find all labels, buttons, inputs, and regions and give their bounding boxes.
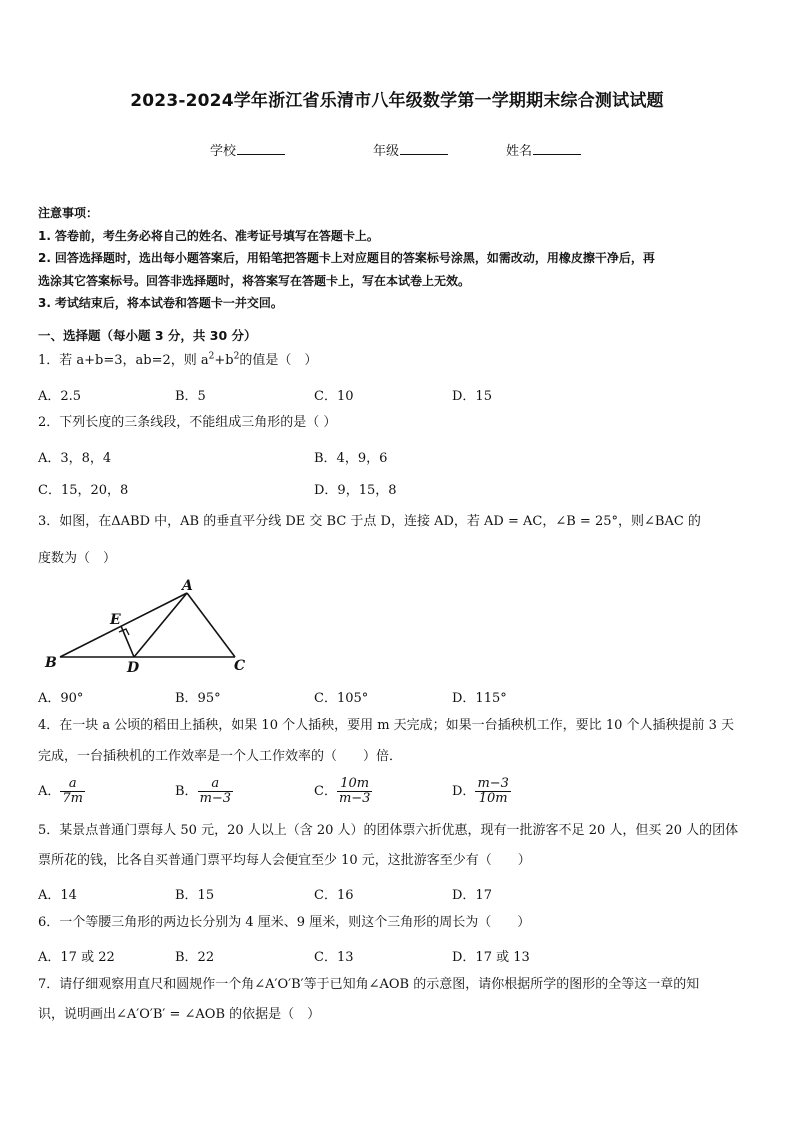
q6-option-b: B．22 xyxy=(175,950,215,965)
q6-option-c: C．13 xyxy=(314,950,354,965)
fraction: $\frac{m-3}{10m}$ xyxy=(477,776,509,806)
triangle-diagram xyxy=(30,578,260,678)
question-4-line-1: 4．在一块 a 公顷的稻田上插秧，如果 10 个人插秧，要用 m 天完成；如果一台插秧机工作，要比 10 个人插秧提前 3 天 xyxy=(38,718,735,733)
fraction: $\frac{a}{m-3}$ xyxy=(199,776,232,806)
grade-blank xyxy=(400,141,448,155)
q4-option-b: B． $\frac{a}{m-3}$ xyxy=(175,776,232,806)
triangle-figure xyxy=(30,578,260,678)
q3-option-d: D．115° xyxy=(452,691,507,706)
q4-option-a: A． $\frac{a}{7m}$ xyxy=(38,776,83,806)
q1-option-c: C．10 xyxy=(314,389,354,404)
student-info-row xyxy=(0,140,794,162)
notes-item: 选涂其它答案标号。回答非选择题时，将答案写在答题卡上，写在本试卷上无效。 xyxy=(38,273,471,288)
label-e: E xyxy=(110,612,121,628)
question-6: 6．一个等腰三角形的两边长分别为 4 厘米、9 厘米，则这个三角形的周长为（ ） xyxy=(38,915,531,930)
segment-ad xyxy=(134,593,187,657)
label-a: A xyxy=(182,578,193,594)
q6-option-a: A．17 或 22 xyxy=(38,950,115,965)
notes-block xyxy=(38,203,760,315)
name-label: 姓名 xyxy=(506,144,533,159)
q5-option-c: C．16 xyxy=(314,888,354,903)
label-c: C xyxy=(234,658,246,674)
question-3-line-2: 度数为（ ） xyxy=(38,551,117,566)
q6-option-d: D．17 或 13 xyxy=(452,950,530,965)
q3-option-a: A．90° xyxy=(38,691,84,706)
question-7-line-2: 识，说明画出∠A′O′B′ = ∠AOB 的依据是（ ） xyxy=(38,1007,321,1022)
q5-option-d: D．17 xyxy=(452,888,492,903)
grade-field xyxy=(373,140,448,159)
page-title: 2023-2024学年浙江省乐清市八年级数学第一学期期末综合测试试题 xyxy=(130,91,664,111)
question-5-line-2: 票所花的钱，比各自买普通门票平均每人会便宜至少 10 元，这批游客至少有（ ） xyxy=(38,853,531,868)
q5-option-a: A．14 xyxy=(38,888,77,903)
q1-option-a: A．2.5 xyxy=(38,389,82,404)
notes-item: 1. 答卷前，考生务必将自己的姓名、准考证号填写在答题卡上。 xyxy=(38,228,379,243)
notes-item: 3. 考试结束后，将本试卷和答题卡一并交回。 xyxy=(38,296,283,310)
question-2: 2．下列长度的三条线段，不能组成三角形的是（ ） xyxy=(38,415,337,430)
q1-option-d: D．15 xyxy=(452,389,492,404)
q2-option-d: D．9，15，8 xyxy=(314,483,397,498)
q1-option-b: B．5 xyxy=(175,389,206,404)
notes-heading: 注意事项： xyxy=(38,206,99,220)
q5-option-b: B．15 xyxy=(175,888,215,903)
school-field xyxy=(210,140,285,159)
label-b: B xyxy=(45,655,57,671)
q3-option-c: C．105° xyxy=(314,691,369,706)
question-3-line-1: 3．如图，在ΔABD 中，AB 的垂直平分线 DE 交 BC 于点 D，连接 AD，若 AD = AC，∠B = 25°，则∠BAC 的 xyxy=(38,514,701,529)
school-blank xyxy=(237,141,285,155)
name-field xyxy=(506,140,581,159)
notes-item: 2. 回答选择题时，选出每小题答案后，用铅笔把答题卡上对应题目的答案标号涂黑，如需改动，用橡皮擦干净后，再 xyxy=(38,251,655,265)
q2-option-c: C．15，20，8 xyxy=(38,483,129,498)
section-heading: 一、选择题（每小题 3 分，共 30 分） xyxy=(38,328,257,343)
school-label: 学校 xyxy=(210,144,237,159)
q3-option-b: B．95° xyxy=(175,691,221,706)
question-1: 1．若 a+b=3，ab=2，则 $a^2+b^2$的值是（ ） xyxy=(38,351,318,368)
fraction: $\frac{10m}{m-3}$ xyxy=(338,776,371,806)
question-4-line-2: 完成，一台插秧机的工作效率是一个人工作效率的（ ）倍． xyxy=(38,749,403,764)
q2-option-a: A．3，8，4 xyxy=(38,451,112,466)
question-5-line-1: 5．某景点普通门票每人 50 元，20 人以上（含 20 人）的团体票六折优惠，现有一批游客不足 20 人，但买 20 人的团体 xyxy=(38,823,739,838)
segment-ba xyxy=(60,593,187,657)
segment-ac xyxy=(187,593,235,657)
grade-label: 年级 xyxy=(373,144,400,159)
question-7-line-1: 7．请仔细观察用直尺和圆规作一个角∠A′O′B′等于已知角∠AOB 的示意图，请你根据所学的图形的全等这一章的知 xyxy=(38,977,700,992)
q4-option-d: D． $\frac{m-3}{10m}$ xyxy=(452,776,509,806)
name-blank xyxy=(533,141,581,155)
q4-option-c: C． $\frac{10m}{m-3}$ xyxy=(314,776,371,806)
label-d: D xyxy=(127,660,140,676)
fraction: $\frac{a}{7m}$ xyxy=(62,776,83,806)
q2-option-b: B．4，9，6 xyxy=(314,451,388,466)
